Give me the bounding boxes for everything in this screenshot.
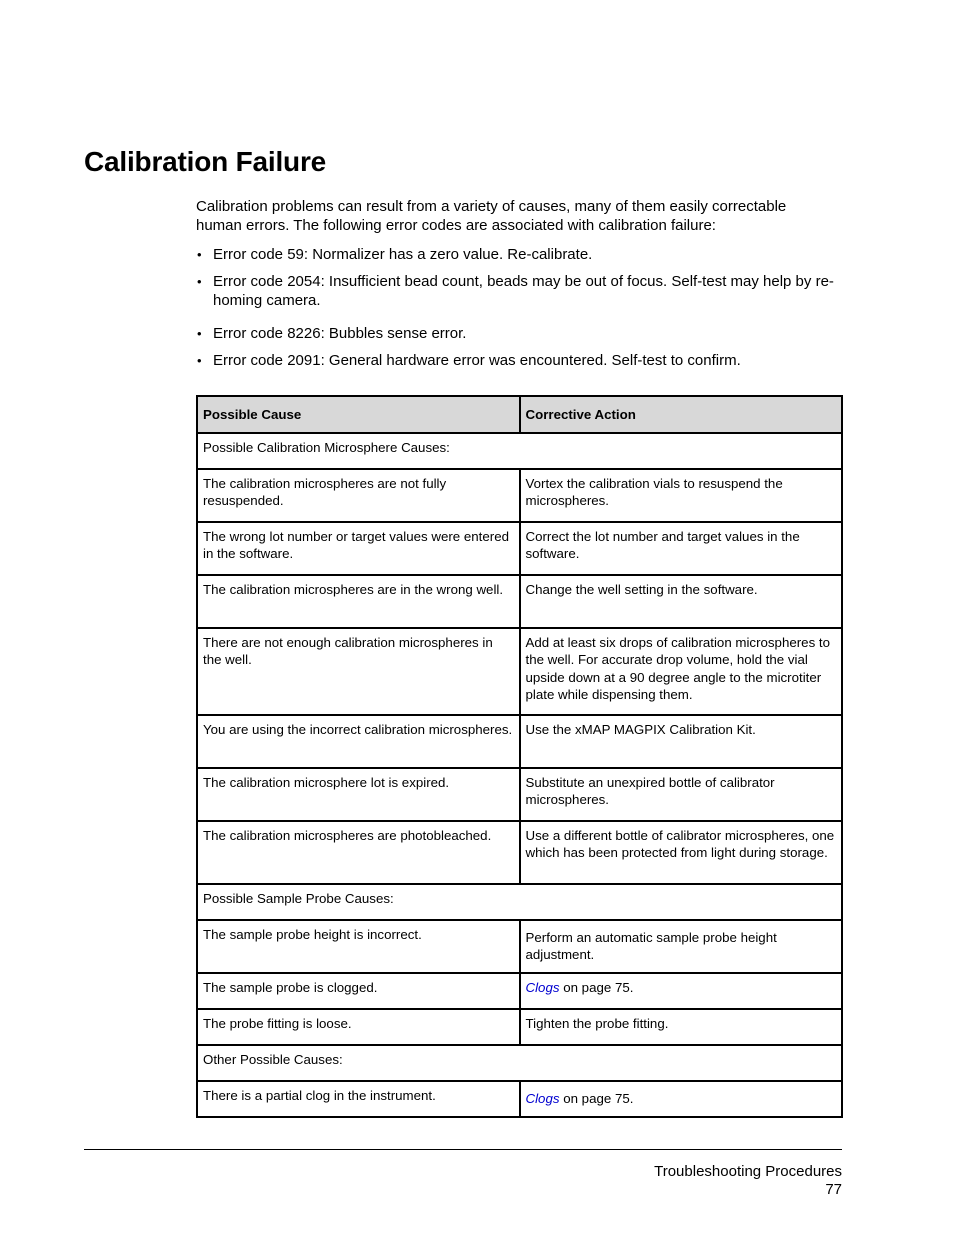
section-label: Possible Calibration Microsphere Causes: <box>197 433 842 469</box>
action-cell: Use a different bottle of calibrator microspheres, one which has been protected from light during storage. <box>520 821 843 884</box>
table-row <box>197 1081 842 1117</box>
cause-cell: There are not enough calibration microspheres in the well. <box>197 628 520 715</box>
action-cell: Correct the lot number and target values in the software. <box>520 522 843 575</box>
page-number: 77 <box>825 1181 842 1198</box>
cause-cell: The wrong lot number or target values were entered in the software. <box>197 522 520 575</box>
cause-cell: The probe fitting is loose. <box>197 1009 520 1045</box>
cause-cell: The sample probe height is incorrect. <box>197 920 520 973</box>
cause-cell: You are using the incorrect calibration microspheres. <box>197 715 520 768</box>
table-row <box>197 973 842 1009</box>
table-row <box>197 715 842 768</box>
cause-cell: The sample probe is clogged. <box>197 973 520 1009</box>
action-cell <box>520 973 843 1009</box>
action-cell: Substitute an unexpired bottle of calibrator microspheres. <box>520 768 843 821</box>
action-cell <box>520 1081 843 1117</box>
link-page-ref: on page 75. <box>559 1091 634 1106</box>
action-cell: Vortex the calibration vials to resuspend the microspheres. <box>520 469 843 522</box>
footer-divider <box>84 1149 842 1150</box>
action-cell: Change the well setting in the software. <box>520 575 843 628</box>
error-code-list <box>196 245 841 378</box>
table-row <box>197 522 842 575</box>
cause-cell: The calibration microspheres are photobleached. <box>197 821 520 884</box>
list-item: • Error code 2091: General hardware error was encountered. Self-test to confirm. <box>196 351 841 378</box>
section-label: Possible Sample Probe Causes: <box>197 884 842 920</box>
list-item: • Error code 2054: Insufficient bead count, beads may be out of focus. Self-test may help by re-homing camera. <box>196 272 841 316</box>
intro-paragraph: Calibration problems can result from a variety of causes, many of them easily correctable human errors. The following error codes are associated with calibration failure: <box>196 198 787 234</box>
action-cell: Add at least six drops of calibration microspheres to the well. For accurate drop volume, hold the vial upside down at a 90 degree angle to the microtiter plate while dispensing them. <box>520 628 843 715</box>
action-cell: Perform an automatic sample probe height adjustment. <box>520 920 843 973</box>
table-row <box>197 1009 842 1045</box>
list-item: • Error code 8226: Bubbles sense error. <box>196 324 841 351</box>
page-footer <box>654 1163 842 1199</box>
header-possible-cause: Possible Cause <box>197 396 520 433</box>
table-row <box>197 628 842 715</box>
action-cell: Use the xMAP MAGPIX Calibration Kit. <box>520 715 843 768</box>
page-title: Calibration Failure <box>84 146 327 177</box>
action-cell: Tighten the probe fitting. <box>520 1009 843 1045</box>
table-section-row <box>197 433 842 469</box>
cause-cell: The calibration microspheres are in the wrong well. <box>197 575 520 628</box>
cause-cell: The calibration microspheres are not fully resuspended. <box>197 469 520 522</box>
table-row <box>197 920 842 973</box>
header-corrective-action: Corrective Action <box>520 396 843 433</box>
section-label: Other Possible Causes: <box>197 1045 842 1081</box>
clogs-link[interactable]: Clogs <box>525 980 560 995</box>
cause-cell: There is a partial clog in the instrument. <box>197 1081 520 1117</box>
footer-section-title: Troubleshooting Procedures <box>654 1163 842 1180</box>
table-header-row <box>197 396 842 433</box>
cause-cell: The calibration microsphere lot is expired. <box>197 768 520 821</box>
list-item: • Error code 59: Normalizer has a zero value. Re-calibrate. <box>196 245 841 272</box>
table-section-row <box>197 1045 842 1081</box>
table-row <box>197 575 842 628</box>
table-row <box>197 469 842 522</box>
table-section-row <box>197 884 842 920</box>
clogs-link[interactable]: Clogs <box>525 1091 560 1106</box>
table-row <box>197 821 842 884</box>
table-row <box>197 768 842 821</box>
cause-action-table <box>196 395 843 1118</box>
link-page-ref: on page 75. <box>559 980 634 995</box>
